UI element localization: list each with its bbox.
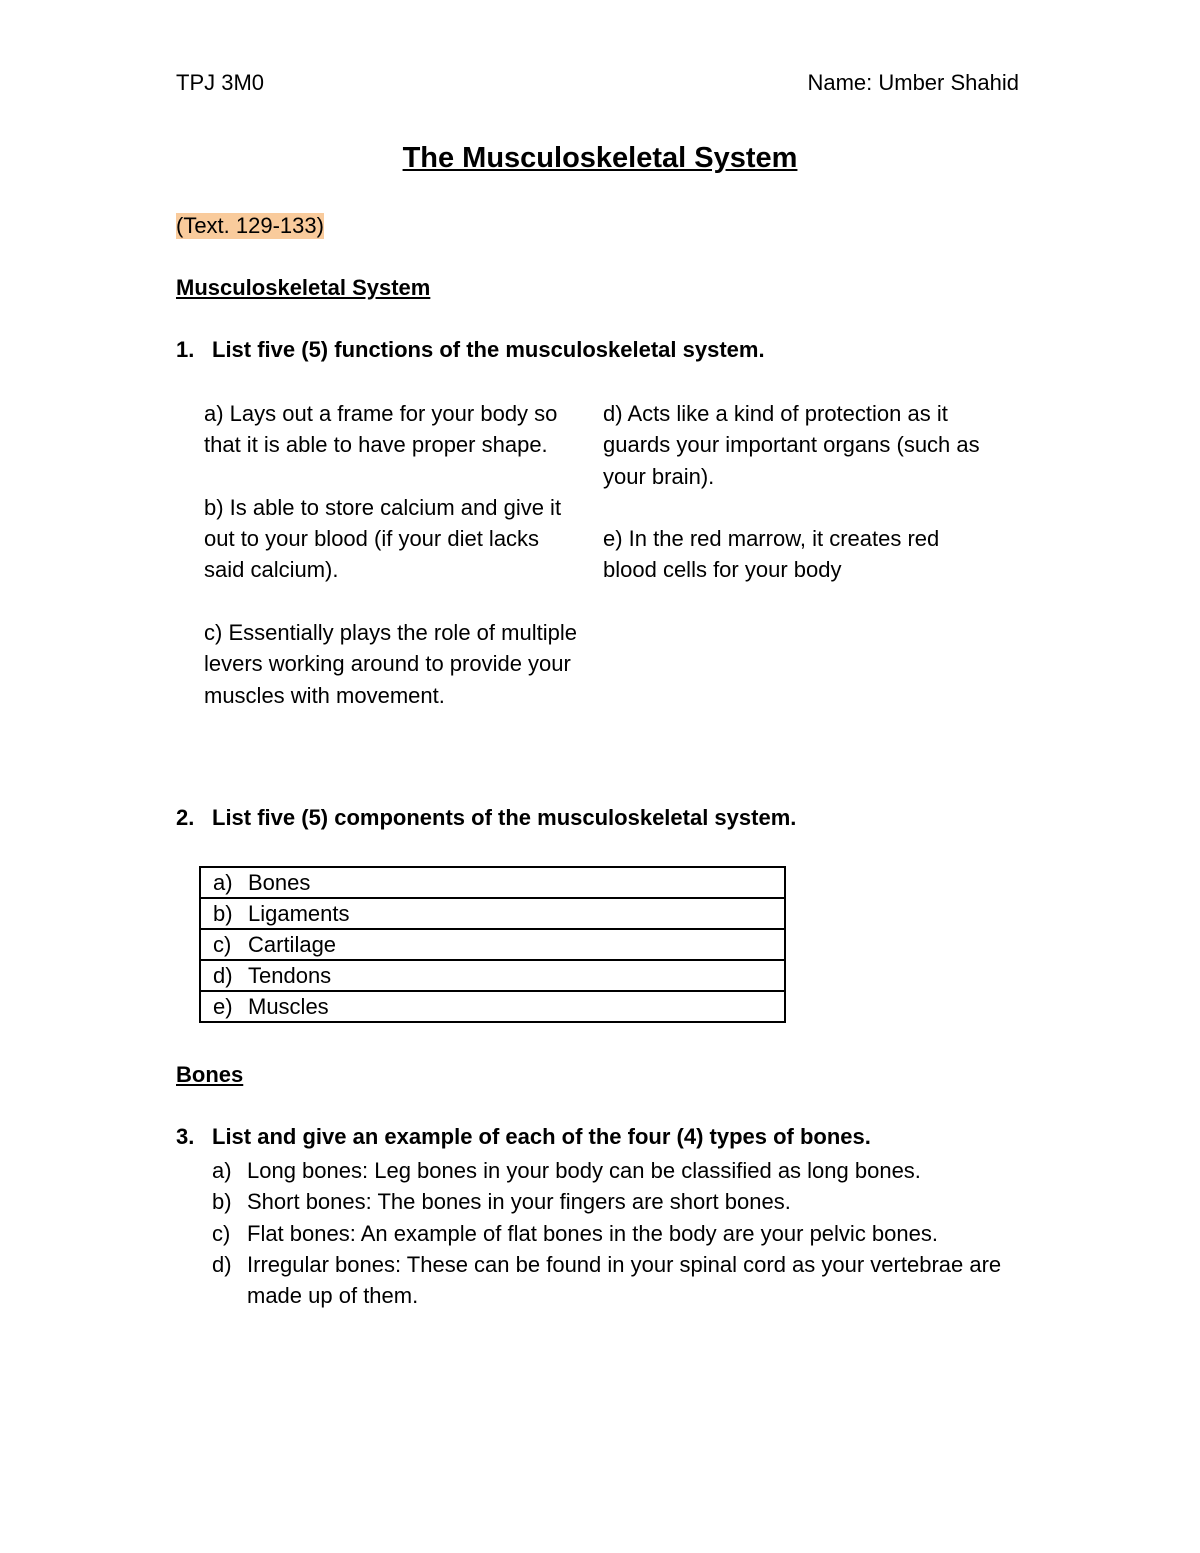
row-value: Ligaments — [248, 900, 350, 926]
item-text: Short bones: The bones in your fingers are short bones. — [247, 1189, 791, 1215]
answers-right-column — [603, 398, 993, 617]
row-value: Muscles — [248, 993, 329, 1019]
answer-b: b) Is able to store calcium and give it out to your blood (if your diet lacks said calcium). — [204, 494, 562, 583]
question-text: List five (5) functions of the musculoskeletal system. — [212, 337, 765, 362]
item-label: c) — [212, 1220, 231, 1246]
table-cell — [200, 960, 785, 991]
question-2 — [176, 805, 796, 831]
section-heading-musculoskeletal: Musculoskeletal System — [176, 275, 431, 300]
table-row — [200, 929, 785, 960]
item-text: Irregular bones: These can be found in your spinal cord as your vertebrae are made up of them. — [247, 1251, 1002, 1309]
student-name: Name: Umber Shahid — [807, 70, 1019, 95]
question-1 — [176, 337, 765, 363]
answers-left-column — [204, 398, 584, 742]
row-value: Bones — [248, 869, 311, 895]
list-item — [212, 1155, 1032, 1186]
question-number: 2. — [176, 805, 195, 830]
answer-e: e) In the red marrow, it creates red blood cells for your body — [603, 526, 940, 583]
table-row — [200, 991, 785, 1022]
course-code: TPJ 3M0 — [176, 70, 265, 95]
section-heading-bones: Bones — [176, 1062, 244, 1087]
row-label: e) — [213, 993, 233, 1019]
page-title: The Musculoskeletal System — [402, 142, 798, 174]
row-label: b) — [213, 900, 233, 926]
table-cell — [200, 898, 785, 929]
question-number: 1. — [176, 337, 195, 362]
list-item — [212, 1249, 1032, 1312]
row-label: d) — [213, 962, 233, 988]
table-row — [200, 867, 785, 898]
text-reference: (Text. 129-133) — [176, 213, 324, 238]
components-table — [199, 866, 786, 1023]
item-text: Long bones: Leg bones in your body can be classified as long bones. — [247, 1158, 921, 1183]
row-value: Tendons — [248, 962, 332, 988]
question-text: List five (5) components of the musculoskeletal system. — [212, 805, 797, 830]
row-value: Cartilage — [248, 931, 337, 957]
table-cell — [200, 929, 785, 960]
answer-a: a) Lays out a frame for your body so that it is able to have proper shape. — [204, 401, 558, 458]
answer-c: c) Essentially plays the role of multiple levers working around to provide your muscles with movement. — [204, 620, 577, 708]
question-text: List and give an example of each of the four (4) types of bones. — [212, 1124, 871, 1149]
question-number: 3. — [176, 1124, 195, 1149]
table-row — [200, 898, 785, 929]
item-label: a) — [212, 1158, 232, 1183]
bone-types-list — [212, 1155, 1032, 1311]
list-item — [212, 1186, 1032, 1217]
item-label: d) — [212, 1251, 232, 1277]
item-label: b) — [212, 1189, 232, 1215]
answer-d: d) Acts like a kind of protection as it guards your important organs (such as your brain). — [603, 401, 980, 489]
table-cell — [200, 867, 785, 898]
item-text: Flat bones: An example of flat bones in the body are your pelvic bones. — [247, 1220, 938, 1246]
row-label: c) — [213, 931, 232, 957]
question-3 — [176, 1124, 871, 1150]
table-cell — [200, 991, 785, 1022]
table-row — [200, 960, 785, 991]
row-label: a) — [213, 869, 233, 895]
list-item — [212, 1218, 1032, 1249]
